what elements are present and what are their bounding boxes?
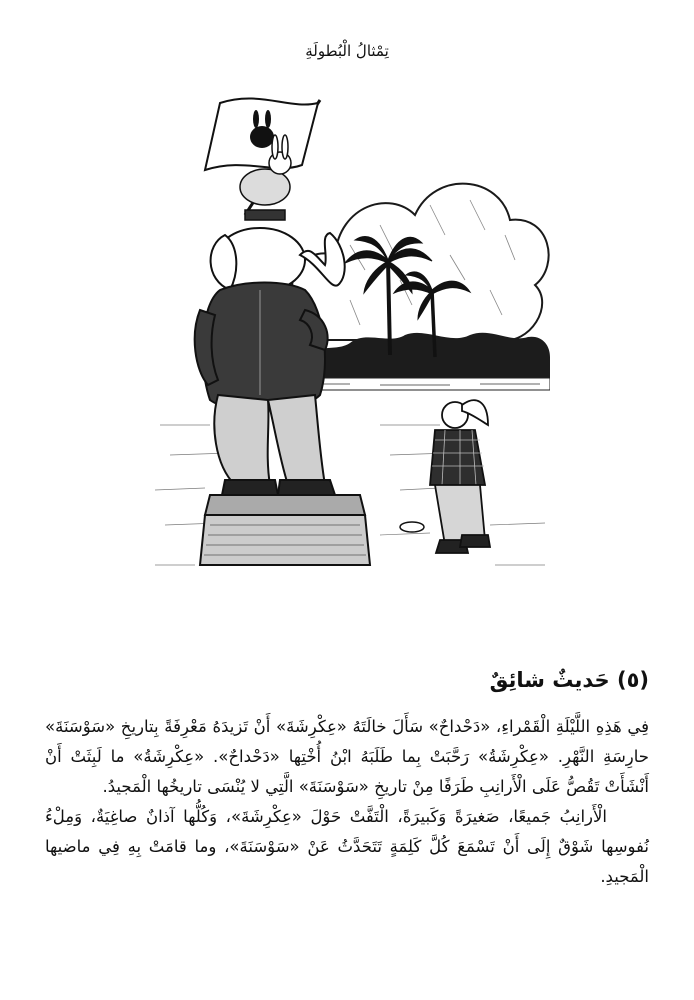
paragraph: الْأَرانِبُ جَميعًا، صَغيرَةً وَكَبيرَةً، الْتَفَّتْ حَوْلَ «عِكْرِشَةَ»، وَكُلُّها آذانٌ صاغِيَةٌ، وَمِلْءُ نُفوسِها شَوْقٌ إِلَى أَنْ تَسْمَعَ كُلَّ كَلِمَةٍ تَتَحَدَّثُ عَنْ «سَوْسَنَةَ»، وما قامَتْ بِهِ فِي ماضيها الْمَجيدِ. xyxy=(45,807,649,886)
chapter-title: (٥) حَديثٌ شائِقٌ xyxy=(489,668,649,692)
elephant-figure xyxy=(195,228,345,495)
elephant-statue-with-rabbit-flag-illustration xyxy=(150,95,550,595)
story-text xyxy=(45,712,649,892)
paragraph: فِي هَذِهِ اللَّيْلَةِ الْقَمْراءِ، «دَحْداحٌ» سَأَلَ خالَتَهُ «عِكْرِشَةَ» أَنْ تَزيدَهُ مَعْرِفَةً بِتاريخِ «سَوْسَنَةَ» حارِسَةِ النَّهْرِ. «عِكْرِشَةُ» رَحَّبَتْ بِما طَلَبَهُ ابْنُ أُخْتِها «دَحْداحٌ». «عِكْرِشَةُ» ما لَبِثَتْ أَنْ أَنْشَأَتْ تَقُصُّ عَلَى الْأَرانِبِ طَرَفًا مِنْ تاريخِ «سَوْسَنَةَ» الَّتِي لا يُنْسَى تاريخُها الْمَجيدُ. xyxy=(45,717,649,796)
standing-rabbit xyxy=(430,400,490,553)
running-header: تِمْثالُ الْبُطولَةِ xyxy=(305,42,389,60)
small-rock xyxy=(400,522,424,532)
statue-pedestal xyxy=(200,495,370,565)
